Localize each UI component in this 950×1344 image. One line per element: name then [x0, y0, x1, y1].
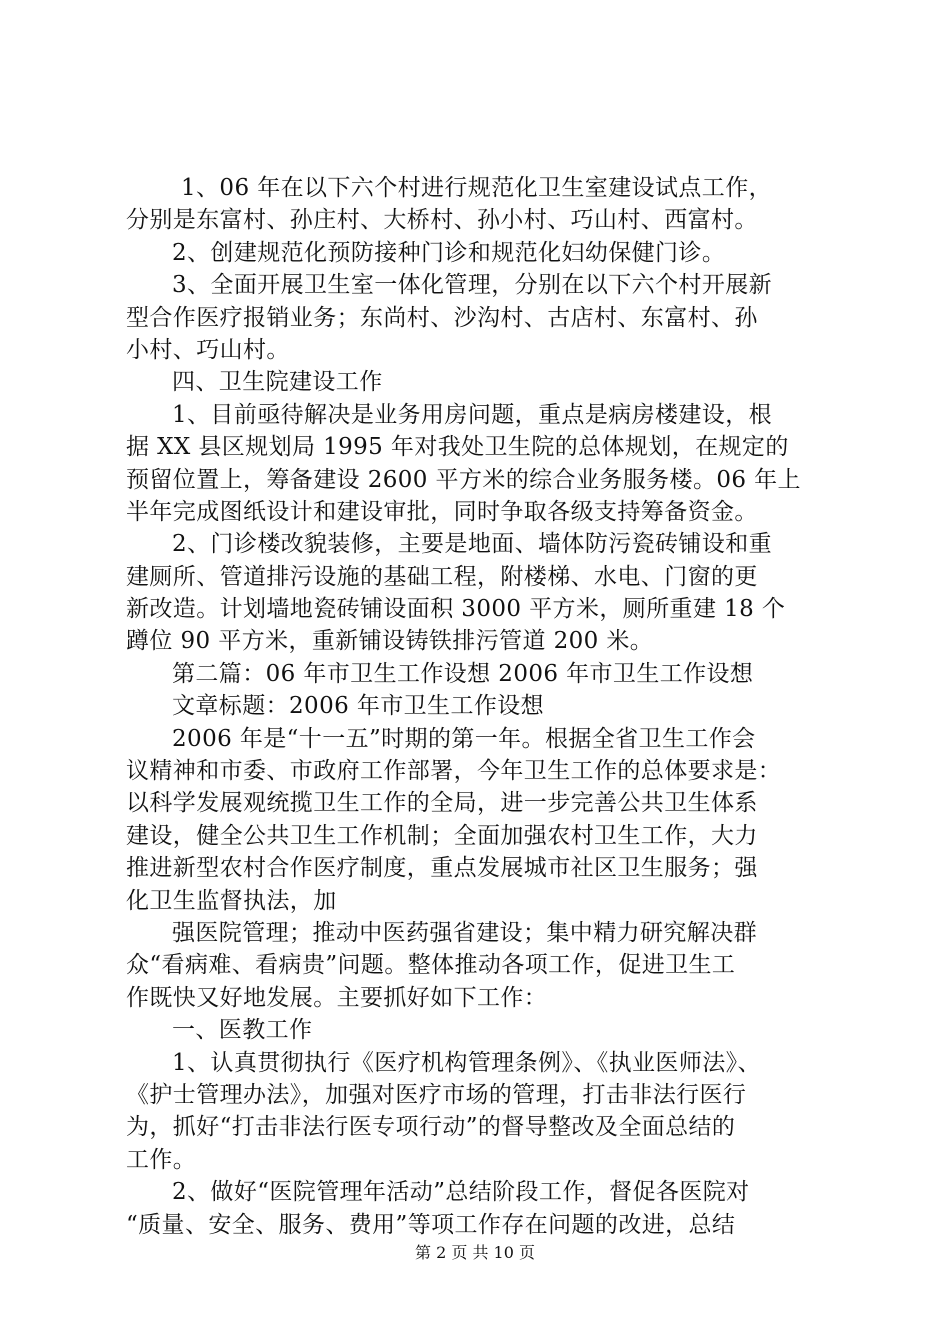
text-line: 据 XX 县区规划局 1995 年对我处卫生院的总体规划，在规定的 — [126, 434, 789, 461]
document-body — [126, 172, 826, 1241]
section-heading: 四、卫生院建设工作 — [172, 369, 383, 396]
text-line: 预留位置上，筹备建设 2600 平方米的综合业务服务楼。06 年上 — [126, 466, 801, 493]
text-line: 分别是东富村、孙庄村、大桥村、孙小村、巧山村、西富村。 — [126, 207, 758, 234]
text-line: 新改造。计划墙地瓷砖铺设面积 3000 平方米，厕所重建 18 个 — [126, 596, 786, 623]
text-line: 建设，健全公共卫生工作机制；全面加强农村卫生工作，大力 — [126, 822, 758, 849]
text-line: 1、06 年在以下六个村进行规范化卫生室建设试点工作， — [181, 175, 773, 201]
text-line: 《护士管理办法》，加强对医疗市场的管理，打击非法行医行 — [126, 1081, 747, 1108]
text-line: 2、创建规范化预防接种门诊和规范化妇幼保健门诊。 — [172, 239, 726, 266]
text-line: 作既快又好地发展。主要抓好如下工作： — [126, 984, 548, 1011]
text-line: 建厕所、管道排污设施的基础工程，附楼梯、水电、门窗的更 — [126, 563, 758, 590]
text-line: 工作。 — [126, 1146, 197, 1173]
page-number-footer: 第 2 页 共 10 页 — [415, 1243, 535, 1262]
text-line: 2、门诊楼改貌装修，主要是地面、墙体防污瓷砖铺设和重 — [172, 531, 773, 558]
text-line: 1、认真贯彻执行《医疗机构管理条例》、《执业医师法》、 — [172, 1049, 761, 1076]
text-line: 化卫生监督执法，加 — [126, 887, 337, 914]
text-line: 蹲位 90 平方米，重新铺设铸铁排污管道 200 米。 — [126, 628, 654, 655]
text-line: 议精神和市委、市政府工作部署，今年卫生工作的总体要求是： — [126, 758, 782, 785]
text-line: 1、目前亟待解决是业务用房问题，重点是病房楼建设，根 — [172, 401, 773, 428]
article-title: 文章标题：2006 年市卫生工作设想 — [172, 693, 545, 720]
section-heading: 一、医教工作 — [172, 1017, 313, 1044]
text-line: 为，抓好“打击非法行医专项行动”的督导整改及全面总结的 — [126, 1114, 736, 1141]
text-line: 小村、巧山村。 — [126, 336, 290, 363]
text-line: 以科学发展观统揽卫生工作的全局，进一步完善公共卫生体系 — [126, 790, 758, 817]
text-line: 半年完成图纸设计和建设审批，同时争取各级支持筹备资金。 — [126, 498, 758, 525]
text-line: 2、做好“医院管理年活动”总结阶段工作，督促各医院对 — [172, 1179, 750, 1206]
text-line: 众“看病难、看病贵”问题。整体推动各项工作，促进卫生工 — [126, 952, 736, 979]
text-line: “质量、安全、服务、费用”等项工作存在问题的改进，总结 — [126, 1211, 736, 1238]
text-line: 强医院管理；推动中医药强省建设；集中精力研究解决群 — [172, 919, 757, 946]
text-line: 型合作医疗报销业务；东尚村、沙沟村、古店村、东富村、孙 — [126, 304, 758, 331]
text-line: 2006 年是“十一五”时期的第一年。根据全省卫生工作会 — [172, 725, 756, 752]
text-line: 推进新型农村合作医疗制度，重点发展城市社区卫生服务；强 — [126, 855, 758, 882]
chapter-heading: 第二篇：06 年市卫生工作设想 2006 年市卫生工作设想 — [172, 660, 754, 687]
text-line: 3、全面开展卫生室一体化管理，分别在以下六个村开展新 — [172, 272, 773, 299]
